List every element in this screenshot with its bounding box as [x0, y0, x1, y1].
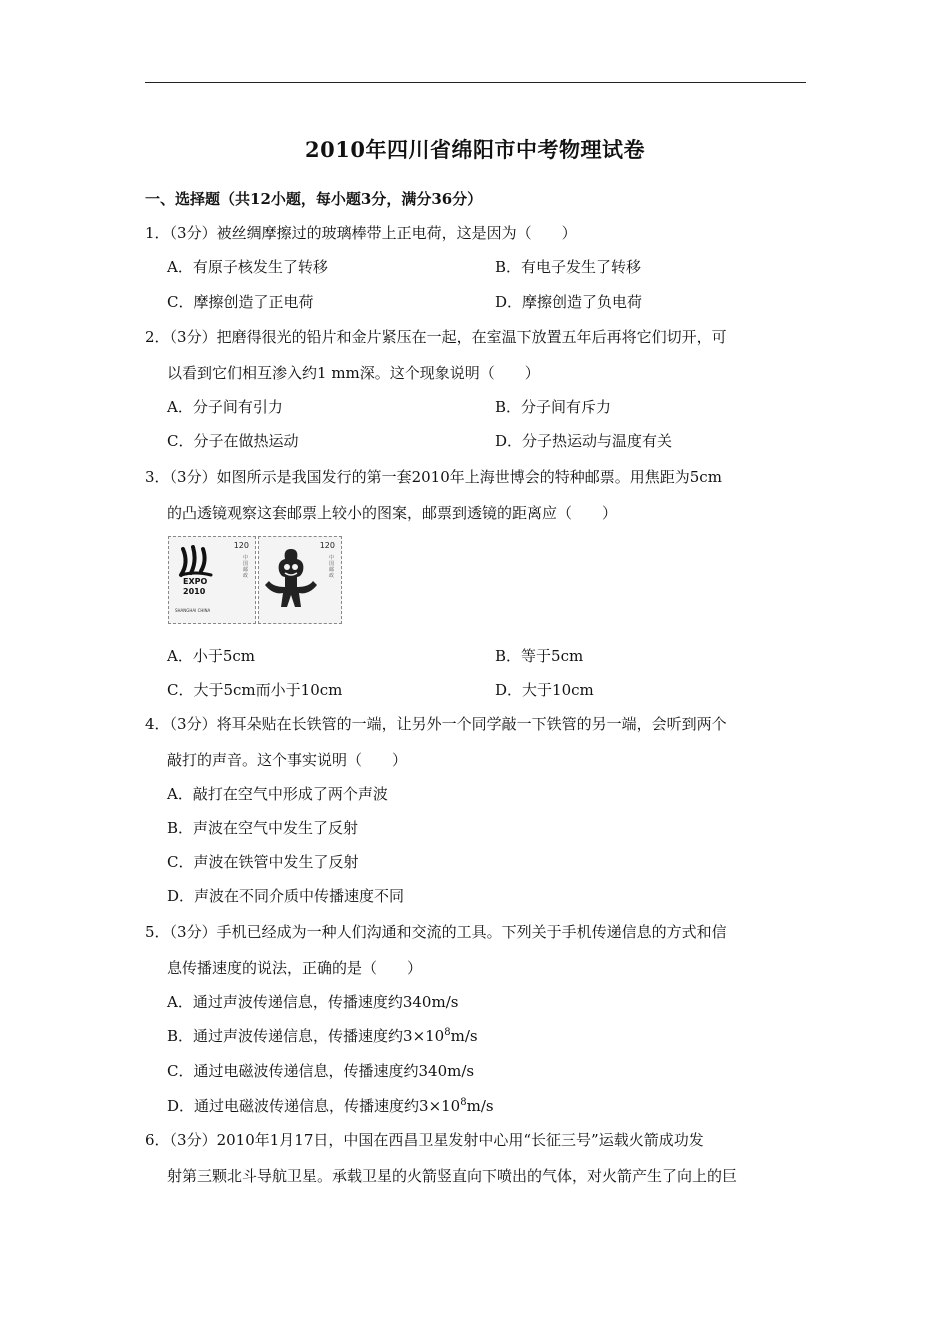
- q5-option-b-unit: m/s: [450, 1027, 478, 1045]
- stamp-vertical-text-left: 中国邮政: [243, 555, 249, 579]
- expo-stamps-figure: [168, 536, 342, 626]
- q5-option-d-text: D．通过电磁波传递信息，传播速度约3×10: [167, 1097, 461, 1115]
- q2-stem-line2: 以看到它们相互渗入约1 mm深。这个现象说明（ ）: [167, 364, 540, 382]
- page-title: 2010年四川省绵阳市中考物理试卷: [305, 137, 645, 162]
- q2-option-b: B．分子间有斥力: [495, 398, 612, 416]
- stamp-expo-text: EXPO: [183, 577, 208, 586]
- q5-stem-line1: 5．（3分）手机已经成为一种人们沟通和交流的工具。下列关于手机传递信息的方式和信: [145, 923, 727, 941]
- stamp-year-text: 2010: [183, 587, 206, 596]
- q4-option-a: A．敲打在空气中形成了两个声波: [167, 785, 388, 803]
- q4-option-c: C．声波在铁管中发生了反射: [167, 853, 359, 871]
- q5-option-a: A．通过声波传递信息，传播速度约340m/s: [167, 993, 459, 1011]
- stamp-price-right: 120: [319, 541, 335, 550]
- q3-option-c: C．大于5cm而小于10cm: [167, 681, 343, 699]
- stamp-vertical-text-right: 中国邮政: [329, 555, 335, 579]
- q2-option-c: C．分子在做热运动: [167, 432, 299, 450]
- q3-stem-line1: 3．（3分）如图所示是我国发行的第一套2010年上海世博会的特种邮票。用焦距为5cm: [145, 468, 722, 486]
- header-rule: [145, 82, 806, 83]
- q4-stem-line1: 4．（3分）将耳朵贴在长铁管的一端，让另外一个同学敲一下铁管的另一端，会听到两个: [145, 715, 727, 733]
- q5-option-d-exponent: 8: [460, 1097, 467, 1108]
- expo-logo-stamp: [168, 536, 256, 624]
- q5-stem-line2: 息传播速度的说法，正确的是（ ）: [167, 959, 423, 977]
- q3-option-a: A．小于5cm: [167, 647, 256, 665]
- q1-stem: 1．（3分）被丝绸摩擦过的玻璃棒带上正电荷，这是因为（ ）: [145, 224, 577, 242]
- q5-option-b-exponent: 8: [444, 1027, 451, 1038]
- q4-option-b: B．声波在空气中发生了反射: [167, 819, 359, 837]
- q5-option-d-unit: m/s: [466, 1097, 494, 1115]
- section-heading: 一、选择题（共12小题，每小题3分，满分36分）: [145, 190, 483, 208]
- q5-option-b: [167, 1026, 478, 1046]
- q1-option-a: A．有原子核发生了转移: [167, 258, 328, 276]
- q1-option-b: B．有电子发生了转移: [495, 258, 642, 276]
- q4-stem-line2: 敲打的声音。这个事实说明（ ）: [167, 751, 408, 769]
- q2-option-a: A．分子间有引力: [167, 398, 283, 416]
- q6-stem-line1: 6．（3分）2010年1月17日，中国在西昌卫星发射中心用“长征三号”运载火箭成功发: [145, 1131, 704, 1149]
- q5-option-c: C．通过电磁波传递信息，传播速度约340m/s: [167, 1062, 475, 1080]
- q5-option-d: [167, 1096, 494, 1116]
- q2-stem-line1: 2．（3分）把磨得很光的铅片和金片紧压在一起，在室温下放置五年后再将它们切开，可: [145, 328, 727, 346]
- q1-option-c: C．摩擦创造了正电荷: [167, 293, 314, 311]
- q4-option-d: D．声波在不同介质中传播速度不同: [167, 887, 405, 905]
- stamp-price-left: 120: [233, 541, 249, 550]
- q3-option-b: B．等于5cm: [495, 647, 584, 665]
- q3-option-d: D．大于10cm: [495, 681, 594, 699]
- q5-option-b-text: B．通过声波传递信息，传播速度约3×10: [167, 1027, 445, 1045]
- q3-stem-line2: 的凸透镜观察这套邮票上较小的图案，邮票到透镜的距离应（ ）: [167, 504, 618, 522]
- mascot-icon: [263, 547, 319, 613]
- q6-stem-line2: 射第三颗北斗导航卫星。承载卫星的火箭竖直向下喷出的气体，对火箭产生了向上的巨: [167, 1167, 738, 1185]
- q1-option-d: D．摩擦创造了负电荷: [495, 293, 643, 311]
- stamp-city-text: SHANGHAI CHINA: [175, 608, 211, 613]
- haibao-mascot-stamp: [258, 536, 342, 624]
- q2-option-d: D．分子热运动与温度有关: [495, 432, 673, 450]
